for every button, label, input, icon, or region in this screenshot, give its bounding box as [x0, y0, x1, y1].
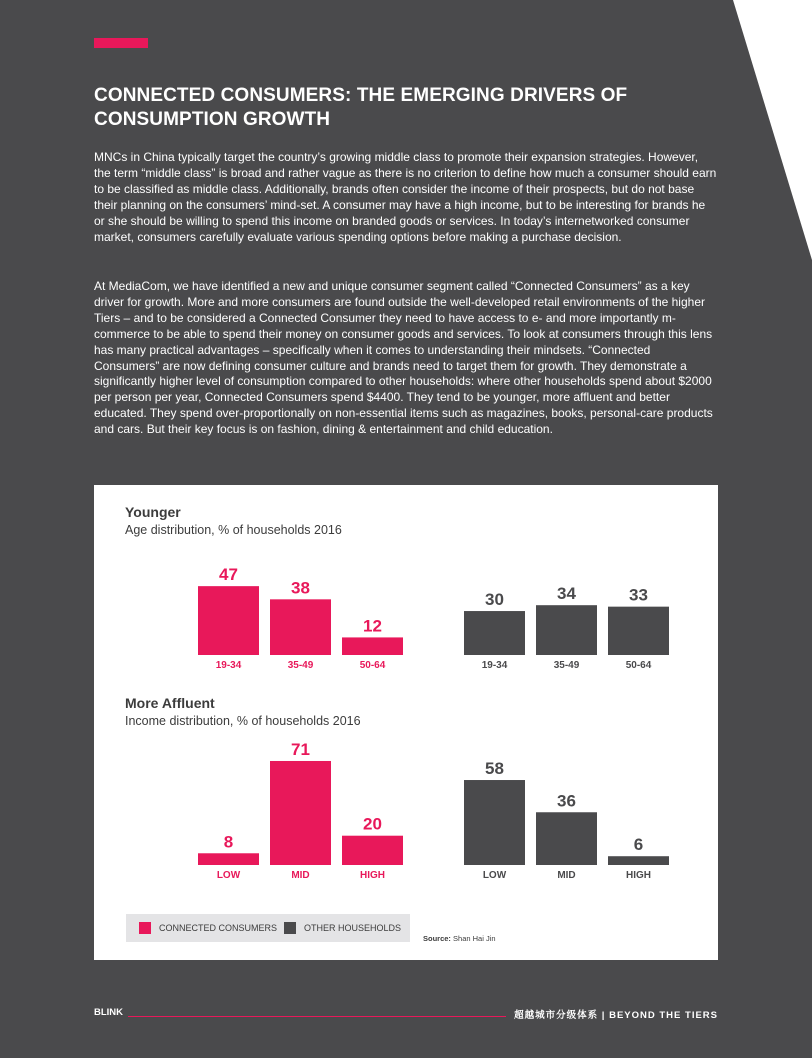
footer-chinese: 超越城市分级体系	[514, 1010, 599, 1021]
bar-charts	[94, 485, 718, 905]
source-text: Shan Hai Jin	[453, 934, 496, 943]
value-label-connected-35-49: 38	[291, 578, 310, 598]
bar-connected-low	[198, 853, 259, 865]
bar-connected-50-64	[342, 637, 403, 655]
value-label-connected-50-64: 12	[363, 616, 382, 636]
bar-connected-high	[342, 836, 403, 865]
value-label-other-high: 6	[633, 835, 644, 855]
bar-connected-mid	[270, 761, 331, 865]
body-paragraph: At MediaCom, we have identified a new and unique consumer segment called “Connected Consumers” as a key driver for growth. More and more consumers are found outside the well-developed retail environments of the higher Tiers – and to be considered a Connected Consumer they need to have access to e- and more importantly m-commerce to be able to spend their money on consumer goods and services. To look at consumers through this lens has many practical advantages – specifically when it comes to understanding their mindsets. “Connected Consumers” are now defining consumer culture and brands need to target them for growth. They demonstrate a significantly higher level of consumption compared to other households: where other households spend about $2000 per person per year, Connected Consumers spend $4400. They tend to be younger, more affluent and better educated. They spend over-proportionally on non-essential items such as magazines, books, personal-care products and cars. But their key focus is on fashion, dining & entertainment and child education.	[94, 279, 713, 437]
intro-paragraph: MNCs in China typically target the country’s growing middle class to promote their expansion strategies. However, the term “middle class” is broad and rather vague as there is no criterion to define how much a consumer should earn to be classified as middle class. Additionally, brands often consider the income of their prospects, but do not base their planning on the consumers’ mind-set. A consumer may have a high income, but to be interesting for brands he or she should be willing to spend this income on branded goods or services. In today’s internetworked consumer market, consumers carefully evaluate various spending options before making a purchase decision.	[94, 150, 717, 244]
footer-separator: |	[601, 1010, 606, 1021]
category-label-connected-50-64: 50-64	[359, 660, 386, 671]
category-label-connected-low: LOW	[216, 870, 241, 881]
legend-label-connected: CONNECTED CONSUMERS	[159, 923, 278, 933]
bar-other-low	[464, 780, 525, 865]
value-label-connected-19-34: 47	[219, 565, 238, 585]
category-label-other-35-49: 35-49	[553, 660, 580, 671]
footer-tagline: BEYOND THE TIERS	[609, 1010, 718, 1021]
footer	[94, 1007, 718, 1021]
chart-panel	[94, 485, 718, 960]
legend-swatch-connected	[139, 922, 151, 934]
bar-other-19-34	[464, 611, 525, 655]
footer-tagline-group	[514, 1007, 718, 1021]
accent-bar	[94, 38, 148, 48]
bar-connected-35-49	[270, 599, 331, 655]
source-note	[423, 934, 496, 943]
value-label-other-mid: 36	[557, 791, 576, 811]
income-chart-title: More Affluent	[125, 695, 215, 711]
legend-label-other: OTHER HOUSEHOLDS	[304, 923, 402, 933]
value-label-connected-high: 20	[363, 814, 382, 834]
footer-rule	[128, 1016, 506, 1017]
bar-other-mid	[536, 812, 597, 865]
category-label-other-19-34: 19-34	[481, 660, 508, 671]
bar-other-50-64	[608, 607, 669, 655]
age-chart-title: Younger	[125, 504, 181, 520]
age-chart-subtitle: Age distribution, % of households 2016	[125, 523, 342, 537]
category-label-other-mid: MID	[557, 870, 576, 881]
bar-other-35-49	[536, 605, 597, 655]
value-label-other-low: 58	[485, 759, 504, 779]
category-label-connected-35-49: 35-49	[287, 660, 314, 671]
category-label-other-low: LOW	[482, 870, 507, 881]
category-label-other-50-64: 50-64	[625, 660, 652, 671]
category-label-connected-19-34: 19-34	[215, 660, 242, 671]
bar-connected-19-34	[198, 586, 259, 655]
category-label-other-high: HIGH	[626, 870, 651, 881]
value-label-other-50-64: 33	[629, 585, 648, 605]
category-label-connected-mid: MID	[291, 870, 310, 881]
value-label-other-19-34: 30	[485, 590, 504, 610]
value-label-connected-mid: 71	[291, 739, 310, 759]
value-label-connected-low: 8	[223, 832, 234, 852]
category-label-connected-high: HIGH	[360, 870, 385, 881]
legend-swatch-other	[284, 922, 296, 934]
legend	[126, 914, 410, 942]
bar-other-high	[608, 856, 669, 865]
value-label-other-35-49: 34	[557, 584, 576, 604]
income-chart-subtitle: Income distribution, % of households 2016	[125, 714, 361, 728]
page-title: CONNECTED CONSUMERS: THE EMERGING DRIVERS OF CONSUMPTION GROWTH	[94, 85, 628, 130]
footer-brand: BLINK	[94, 1007, 124, 1018]
source-label: Source:	[423, 934, 451, 943]
